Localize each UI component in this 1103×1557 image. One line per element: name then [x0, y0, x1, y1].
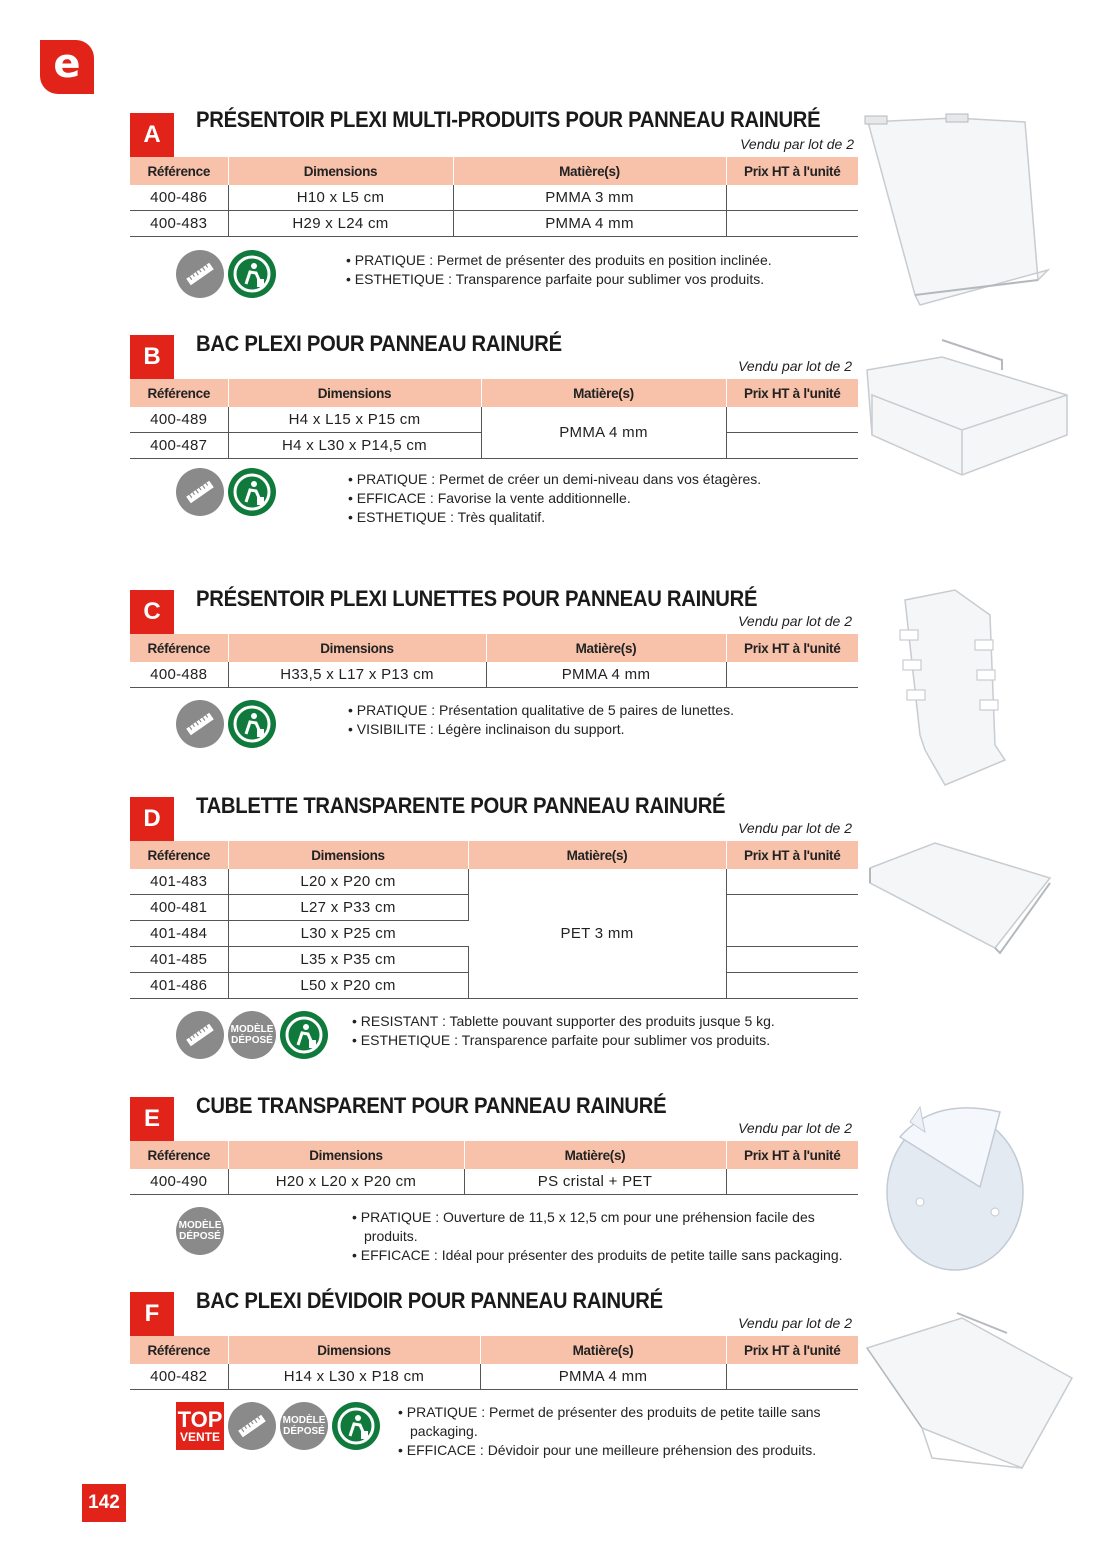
cell-dimensions: L20 x P20 cm — [228, 869, 468, 895]
header-price: Prix HT à l'unité — [726, 634, 858, 662]
header-materials: Matière(s) — [481, 379, 726, 407]
sold-by-label: Vendu par lot de 2 — [740, 136, 854, 152]
cell-material: PMMA 4 mm — [486, 662, 726, 688]
feature-item — [348, 489, 828, 508]
feature-item — [352, 1246, 892, 1265]
section-title: PRÉSENTOIR PLEXI LUNETTES POUR PANNEAU RAINURÉ — [196, 586, 758, 611]
feature-icons — [176, 468, 276, 516]
header-reference: Référence — [130, 1336, 228, 1364]
feature-key: ESTHETIQUE — [360, 1032, 451, 1048]
cell-price — [726, 1169, 858, 1195]
feature-text: : Permet de présenter des produits de petite taille sans packaging. — [410, 1404, 821, 1439]
cell-material: PMMA 3 mm — [453, 185, 726, 211]
cell-reference: 400-487 — [130, 433, 228, 459]
feature-item — [352, 1012, 812, 1031]
feature-text: : Tablette pouvant supporter des produits jusque 5 kg. — [438, 1013, 775, 1029]
product-table — [130, 841, 858, 999]
logo-letter: e — [53, 41, 81, 87]
recycle-icon — [228, 468, 276, 516]
feature-item — [348, 701, 828, 720]
product-table — [130, 157, 858, 237]
cell-dimensions: L27 x P33 cm — [228, 895, 468, 921]
product-table — [130, 634, 858, 688]
cell-material: PET 3 mm — [468, 869, 726, 999]
recycle-icon — [280, 1011, 328, 1059]
product-table — [130, 379, 858, 459]
feature-item — [398, 1403, 840, 1441]
feature-icons — [176, 1011, 328, 1059]
feature-key: PRATIQUE — [360, 1209, 432, 1225]
feature-item — [348, 508, 828, 527]
cell-price — [726, 433, 858, 459]
feature-list — [346, 251, 826, 289]
feature-text: : Transparence parfaite pour sublimer vos produits. — [444, 271, 765, 287]
cell-price — [726, 895, 858, 947]
section-title: TABLETTE TRANSPARENTE POUR PANNEAU RAINURÉ — [196, 793, 726, 818]
header-materials: Matière(s) — [480, 1336, 726, 1364]
cell-dimensions: H33,5 x L17 x P13 cm — [228, 662, 486, 688]
brand-logo — [40, 40, 94, 94]
table-row — [130, 869, 858, 895]
feature-text: : Transparence parfaite pour sublimer vos produits. — [450, 1032, 771, 1048]
table-header — [130, 1141, 858, 1169]
feature-item — [352, 1031, 812, 1050]
model-depose-badge: MODÈLE DÉPOSÉ — [176, 1207, 224, 1255]
header-dimensions: Dimensions — [228, 1336, 480, 1364]
section-title: BAC PLEXI DÉVIDOIR POUR PANNEAU RAINURÉ — [196, 1288, 663, 1313]
cell-reference: 400-486 — [130, 185, 228, 211]
table-header — [130, 1336, 858, 1364]
header-dimensions: Dimensions — [228, 1141, 464, 1169]
ruler-icon — [228, 1402, 276, 1450]
cell-material: PMMA 4 mm — [453, 211, 726, 237]
recycle-icon — [332, 1402, 380, 1450]
section-letter: B — [130, 335, 174, 379]
feature-key: PRATIQUE — [356, 471, 428, 487]
cell-price — [726, 869, 858, 895]
product-image-d — [865, 838, 1060, 958]
section-title: BAC PLEXI POUR PANNEAU RAINURÉ — [196, 331, 562, 356]
feature-item — [348, 470, 828, 489]
feature-icons — [176, 700, 276, 748]
cell-dimensions: L35 x P35 cm — [228, 947, 468, 973]
feature-key: EFFICACE — [356, 490, 427, 506]
cell-dimensions: H29 x L24 cm — [228, 211, 453, 237]
cell-dimensions: H20 x L20 x P20 cm — [228, 1169, 464, 1195]
feature-key: VISIBILITE — [356, 721, 427, 737]
section-letter: F — [130, 1292, 174, 1336]
sold-by-label: Vendu par lot de 2 — [738, 1315, 852, 1331]
cell-dimensions: H14 x L30 x P18 cm — [228, 1364, 480, 1390]
cell-material: PS cristal + PET — [464, 1169, 726, 1195]
section-letter: C — [130, 590, 174, 634]
ruler-icon — [176, 468, 224, 516]
ruler-icon — [176, 250, 224, 298]
header-materials: Matière(s) — [453, 157, 726, 185]
vente-label: VENTE — [179, 1430, 220, 1444]
sold-by-label: Vendu par lot de 2 — [738, 820, 852, 836]
cell-reference: 401-485 — [130, 947, 228, 973]
header-reference: Référence — [130, 1141, 228, 1169]
feature-text: : Permet de créer un demi-niveau dans vos étagères. — [427, 471, 762, 487]
header-dimensions: Dimensions — [228, 379, 481, 407]
feature-list — [352, 1208, 892, 1265]
cell-price — [726, 973, 858, 999]
cell-material: PMMA 4 mm — [480, 1364, 726, 1390]
ruler-icon — [176, 700, 224, 748]
header-reference: Référence — [130, 379, 228, 407]
feature-key: PRATIQUE — [406, 1404, 478, 1420]
header-dimensions: Dimensions — [228, 634, 486, 662]
feature-key: ESTHETIQUE — [356, 509, 447, 525]
section-letter: A — [130, 113, 174, 157]
sold-by-label: Vendu par lot de 2 — [738, 358, 852, 374]
recycle-icon — [228, 250, 276, 298]
header-reference: Référence — [130, 157, 228, 185]
feature-item — [398, 1441, 868, 1460]
cell-reference: 400-482 — [130, 1364, 228, 1390]
cell-reference: 400-490 — [130, 1169, 228, 1195]
header-reference: Référence — [130, 634, 228, 662]
feature-list — [348, 470, 828, 527]
header-price: Prix HT à l'unité — [726, 157, 858, 185]
ruler-icon — [176, 1011, 224, 1059]
feature-text: : Très qualitatif. — [446, 509, 546, 525]
header-reference: Référence — [130, 841, 228, 869]
recycle-icon — [228, 700, 276, 748]
table-header — [130, 379, 858, 407]
feature-list — [352, 1012, 812, 1050]
feature-key: EFFICACE — [406, 1442, 477, 1458]
cell-dimensions: H10 x L5 cm — [228, 185, 453, 211]
cell-reference: 400-489 — [130, 407, 228, 433]
cell-material: PMMA 4 mm — [481, 407, 726, 459]
table-row — [130, 1364, 858, 1390]
table-row — [130, 211, 858, 237]
header-price: Prix HT à l'unité — [726, 841, 858, 869]
product-image-c — [895, 585, 1015, 790]
feature-icons — [176, 250, 276, 298]
feature-item — [346, 270, 826, 289]
product-table — [130, 1336, 858, 1390]
header-dimensions: Dimensions — [228, 841, 468, 869]
product-image-b — [862, 335, 1072, 485]
product-image-f — [862, 1308, 1077, 1473]
section-letter: D — [130, 797, 174, 841]
cell-dimensions: H4 x L30 x P14,5 cm — [228, 433, 481, 459]
cell-reference: 400-483 — [130, 211, 228, 237]
table-header — [130, 634, 858, 662]
cell-price — [726, 185, 858, 211]
table-row — [130, 662, 858, 688]
header-materials: Matière(s) — [468, 841, 726, 869]
cell-dimensions: H4 x L15 x P15 cm — [228, 407, 481, 433]
header-price: Prix HT à l'unité — [726, 379, 858, 407]
cell-reference: 401-483 — [130, 869, 228, 895]
table-row — [130, 1169, 858, 1195]
section-title: PRÉSENTOIR PLEXI MULTI-PRODUITS POUR PANNEAU RAINURÉ — [196, 107, 821, 132]
feature-text: : Présentation qualitative de 5 paires de lunettes. — [427, 702, 734, 718]
header-materials: Matière(s) — [464, 1141, 726, 1169]
feature-text: : Idéal pour présenter des produits de petite taille sans packaging. — [430, 1247, 843, 1263]
feature-key: ESTHETIQUE — [354, 271, 445, 287]
cell-price — [726, 1364, 858, 1390]
feature-text: : Légère inclinaison du support. — [426, 721, 625, 737]
feature-key: EFFICACE — [360, 1247, 431, 1263]
model-depose-badge: MODÈLE DÉPOSÉ — [280, 1402, 328, 1450]
feature-icons — [176, 1207, 224, 1255]
feature-key: RESISTANT — [360, 1013, 439, 1029]
table-row — [130, 407, 858, 433]
header-materials: Matière(s) — [486, 634, 726, 662]
feature-list — [398, 1403, 868, 1460]
sold-by-label: Vendu par lot de 2 — [738, 613, 852, 629]
header-price: Prix HT à l'unité — [726, 1336, 858, 1364]
page-number: 142 — [82, 1484, 126, 1522]
section-title: CUBE TRANSPARENT POUR PANNEAU RAINURÉ — [196, 1093, 667, 1118]
cell-dimensions: L30 x P25 cm — [228, 921, 468, 947]
cell-reference: 401-484 — [130, 921, 228, 947]
section-letter: E — [130, 1097, 174, 1141]
cell-reference: 400-488 — [130, 662, 228, 688]
sold-by-label: Vendu par lot de 2 — [738, 1120, 852, 1136]
product-image-a — [860, 110, 1060, 310]
table-row — [130, 185, 858, 211]
header-price: Prix HT à l'unité — [726, 1141, 858, 1169]
feature-icons — [176, 1402, 380, 1450]
top-vente-badge — [176, 1402, 224, 1450]
top-label: TOP — [177, 1407, 223, 1432]
feature-item — [348, 720, 828, 739]
cell-price — [726, 662, 858, 688]
feature-text: : Permet de présenter des produits en position inclinée. — [425, 252, 772, 268]
feature-key: PRATIQUE — [356, 702, 428, 718]
cell-reference: 401-486 — [130, 973, 228, 999]
cell-price — [726, 947, 858, 973]
feature-key: PRATIQUE — [354, 252, 426, 268]
model-depose-badge: MODÈLE DÉPOSÉ — [228, 1011, 276, 1059]
feature-item — [352, 1208, 834, 1246]
cell-dimensions: L50 x P20 cm — [228, 973, 468, 999]
table-header — [130, 841, 858, 869]
cell-price — [726, 211, 858, 237]
product-image-e — [880, 1092, 1030, 1277]
feature-item — [346, 251, 826, 270]
cell-reference: 400-481 — [130, 895, 228, 921]
table-header — [130, 157, 858, 185]
feature-text: : Favorise la vente additionnelle. — [426, 490, 631, 506]
cell-price — [726, 407, 858, 433]
feature-text: : Ouverture de 11,5 x 12,5 cm pour une préhension facile des produits. — [364, 1209, 815, 1244]
feature-text: : Dévidoir pour une meilleure préhension des produits. — [476, 1442, 817, 1458]
feature-list — [348, 701, 828, 739]
product-table — [130, 1141, 858, 1195]
header-dimensions: Dimensions — [228, 157, 453, 185]
